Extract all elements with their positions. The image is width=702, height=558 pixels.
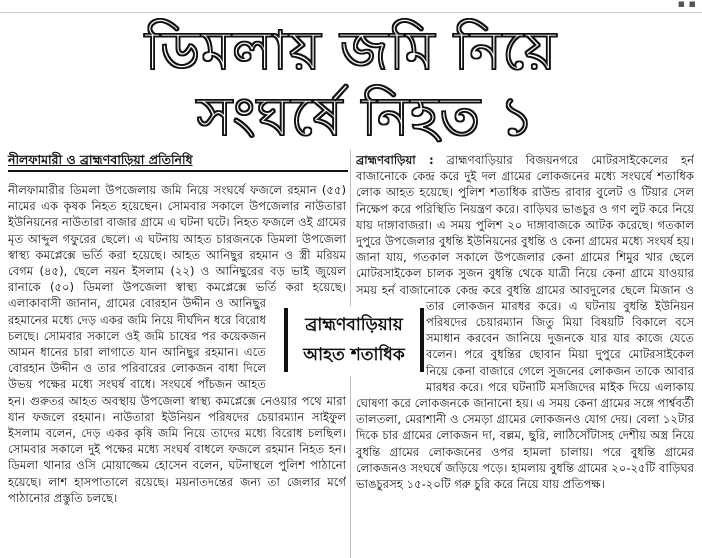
pull-quote-text [292, 310, 416, 370]
pull-quote [284, 306, 424, 376]
page-top-strip [0, 0, 702, 13]
left-article-body: নীলফামারীর ডিমলা উপজেলায় জমি নিয়ে সংঘর্ষে ফজলে রহমান (৫৫) নামের এক কৃষক নিহত হয়েছেন। সোমবার সকালে উপজেলার নাউতারা ইউনিয়নের নাউতারা বাজার গ্রামে এ ঘটনা ঘটে। নিহত ফজলে ওই গ্রামের মৃত আব্দুল গফুরের ছেলে। এ ঘটনায় আহত চারজনকে ডিমলা উপজেলা স্বাস্থ্য কমপ্লেক্সে ভর্তি করা হয়েছে। আহত আনিছুর রহমান ও স্ত্রী মরিয়ম বেগম (৪৫), ছেলে নয়ন ইসলাম (২২) ও আনিছুরের বড় ভাই জুয়েল রানাকে (৫০) ডিমলা উপজেলা স্বাস্থ্য কমপ্লেক্সে ভর্তি করা হয়েছে। এলাকাবাসী জানান, গ্রামের বোরহান উদ্দীন ও আনিছুর রহমানের মধ্যে দেড় একর জমি নিয়ে দীর্ঘদিন ধরে বিরোধ চলছে। সোমবার সকালে ওই জমি চাষের পর কয়েকজন আমন ধানের চারা লাগাতে যান আনিছুর রহমান। এতে বোরহান উদ্দীন ও তার পরিবারের লোকজন বাধা দিলে উভয় পক্ষের মধ্যে সংঘর্ষ বাধে। সংঘর্ষে পাঁচজন আহত হন। গুরুতর আহত অবস্থায় উপজেলা স্বাস্থ্য কমপ্লেক্সে নেওয়ার পথে মারা যান ফজলে রহমান। নাউতারা ইউনিয়ন পরিষদের চেয়ারম্যান সাইফুল ইসলাম বলেন, দেড় একর কৃষি জমি নিয়ে তাদের মধ্যে বিরোধ চলছিল। সোমবার সকালে দুই পক্ষের মধ্যে সংঘর্ষ বাধলে ফজলে রহমান নিহত হন। ডিমলা থানার ওসি মোয়াজ্জেম হোসেন বলেন, ঘটনাস্থলে পুলিশ পাঠানো হয়েছে। লাশ হাসপাতালে রয়েছে। ময়নাতদন্তের জন্য তা জেলার মর্গে পাঠানোর প্রস্তুতি চলছে। [8, 183, 346, 505]
byline-rule [8, 170, 348, 172]
pull-quote-bar-right [420, 308, 424, 372]
byline: নীলফামারী ও ব্রাহ্মণবাড়িয়া প্রতিনিধি [8, 152, 193, 167]
pull-quote-bar-left [284, 308, 288, 372]
page-header-fragment: ▪ ▪ [677, 0, 696, 10]
headline-line-1: ডিমলায় জমি নিয়ে [144, 19, 558, 82]
pull-quote-line-1: ব্রাহ্মণবাড়িয়ায় [305, 315, 403, 335]
headline-line-2: সংঘর্ষে নিহত ১ [196, 85, 536, 148]
dateline: ব্রাহ্মণবাড়িয়া : [356, 153, 434, 167]
right-article-text: ব্রাহ্মণবাড়িয়ার বিজয়নগরে মোটরসাইকেলের হর্ন বাজানোকে কেন্দ্র করে দুই দল গ্রামের লোকজনের মধ্যে সংঘর্ষে শতাধিক লোক আহত হয়েছে। পুলিশ শতাধিক রাউন্ড রাবার বুলেট ও টিয়ার সেল নিক্ষেপ করে পরিস্থিতি নিয়ন্ত্রণ করে। বাড়িঘর ভাঙচুর ও গণ লুট করে নিয়ে যায় দাঙ্গাবাজরা। এ সময় পুলিশ ২০ দাঙ্গাবাজকে আটক করেছে। গতকাল দুপুরে উপজেলার বুধন্তি ইউনিয়নের বুধন্তি ও কেনা গ্রামের মধ্যে সংঘর্ষ হয়। জানা যায়, গতকাল সকালে উপজেলার কেনা গ্রামের শিমুর খার ছেলে মোটরসাইকেল চালক সুজন বুধন্তি থেকে যাত্রী নিয়ে কেনা গ্রামে যাওয়ার সময় হর্ন বাজানোকে কেন্দ্র করে বুধন্তি গ্রামের আবদুলের ছেলে মিজান ও তার লোকজন মারধর করে। এ ঘটনায় বুধন্তি ইউনিয়ন পরিষদের চেয়ারম্যান জিতু মিয়া বিষয়টি বিকালে বসে সমাধান করবেন জানিয়ে দুজনকে যার যার কাজে যেতে বলেন। পরে বুধন্তির ছোবান মিয়া দুপুরে মোটরসাইকেল নিয়ে কেনা বাজারে গেলে সুজনের লোকজন তাকে আবার মারধর করে। পরে ঘটনাটি মসজিদের মাইক দিয়ে এলাকায় ঘোষণা করে লোকজনকে জানানো হয়। এ সময় কেনা গ্রামের সঙ্গে পার্শ্ববর্তী তালতলা, মেরাশানী ও সেমড়া গ্রামের লোকজনও যোগ দেয়। বেলা ১২টার দিকে চার গ্রামের লোকজন দা, বল্লম, ছুরি, লাঠিসোঁটাসহ দেশীয় অস্ত্র নিয়ে বুধন্তি গ্রামের লোকজনের ওপর হামলা চালায়। পরে বুধন্তি গ্রামের লোকজনও সংঘর্ষে জড়িয়ে পড়ে। হামলায় বুধন্তি গ্রামের ২০-২৫টি বাড়িঘর ভাঙচুরসহ ১৫-২০টি গরু চুরি করে নিয়ে যায় প্রতিপক্ষ। [356, 153, 694, 492]
pull-quote-line-2: আহত শতাধিক [303, 345, 405, 365]
